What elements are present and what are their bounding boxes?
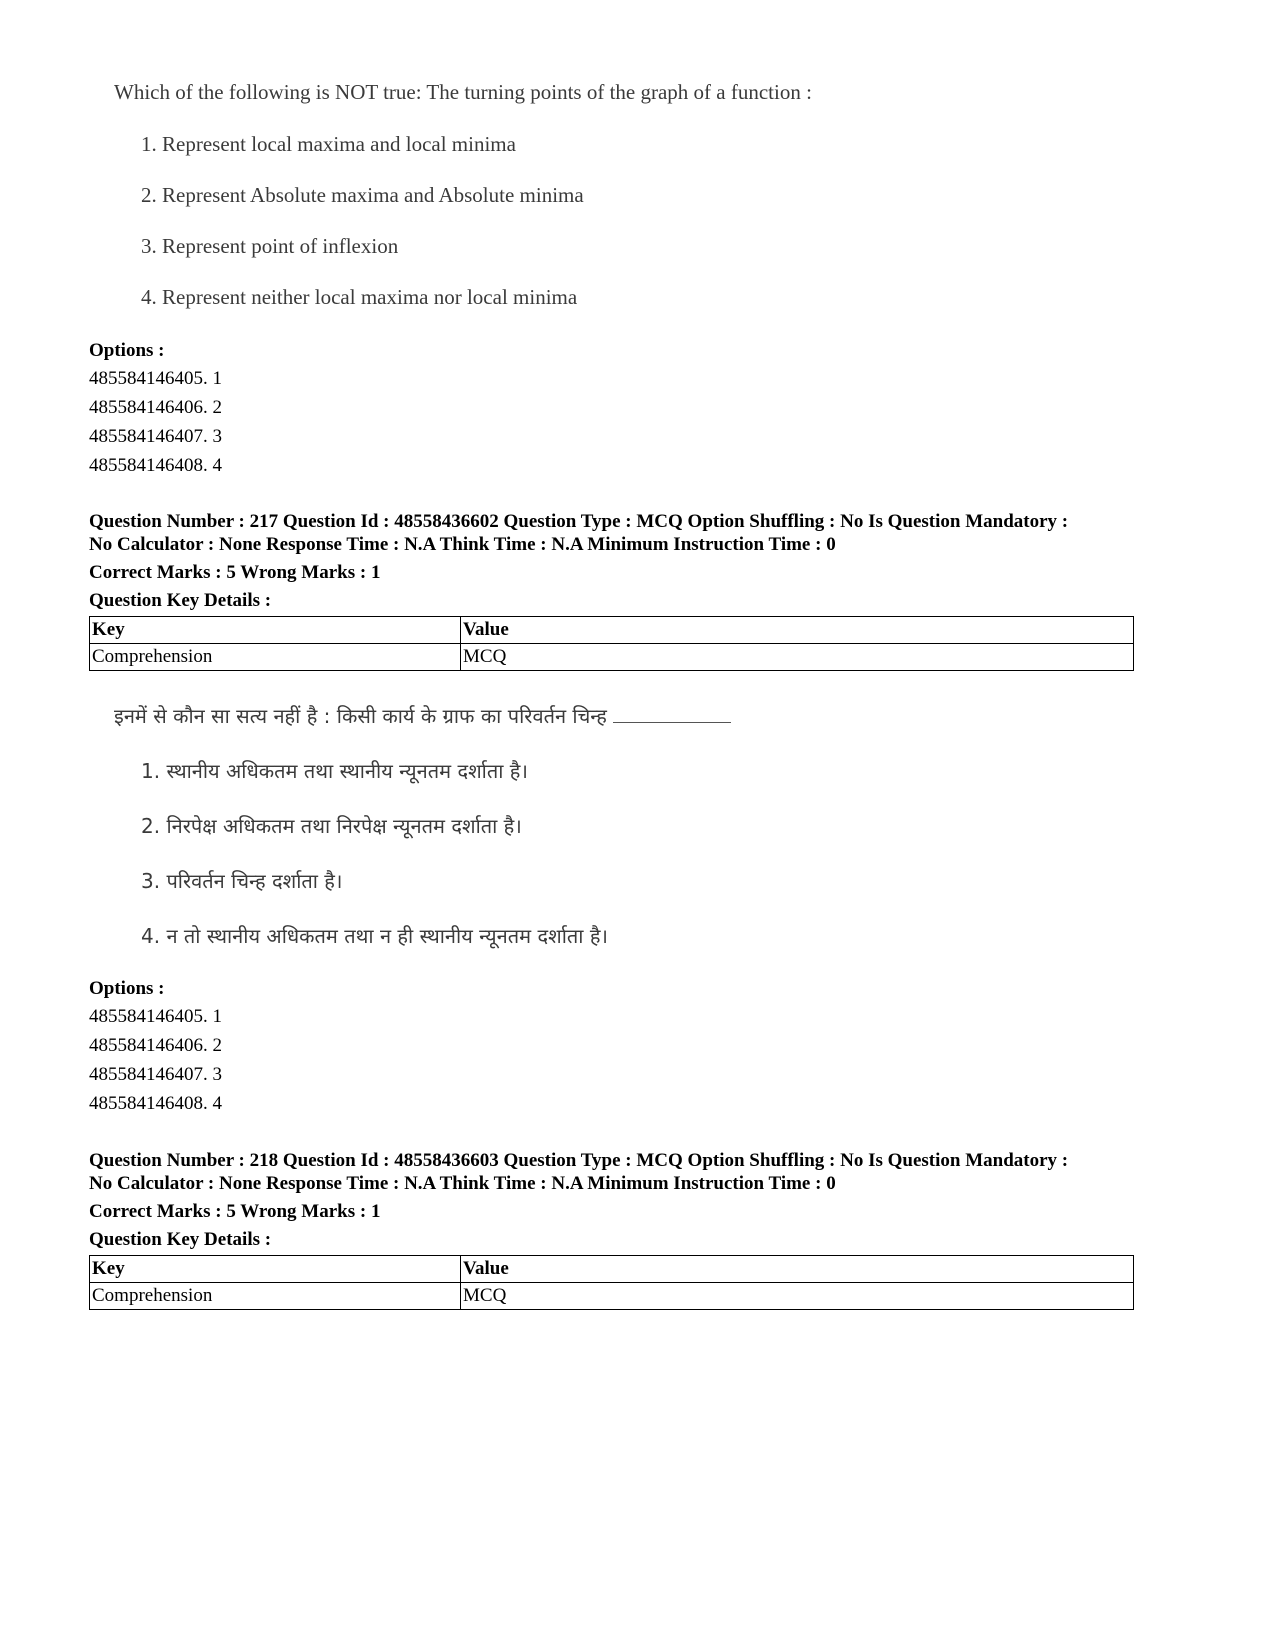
table-cell-value: MCQ bbox=[461, 644, 1134, 671]
option-item: 485584146408. 4 bbox=[89, 455, 222, 476]
option-item: 485584146406. 2 bbox=[89, 397, 222, 418]
hindi-item-1: 1. स्थानीय अधिकतम तथा स्थानीय न्यूनतम दर्शाता है। bbox=[141, 759, 529, 783]
options-list bbox=[89, 1002, 222, 1118]
table-header-key: Key bbox=[90, 617, 461, 644]
question-image-item-4: 4. Represent neither local maxima nor local minima bbox=[141, 285, 578, 309]
option-item: 485584146405. 1 bbox=[89, 1006, 222, 1027]
options-list bbox=[89, 364, 222, 480]
table-row bbox=[90, 644, 1134, 671]
question-meta-line-1: Question Number : 218 Question Id : 48558436603 Question Type : MCQ Option Shuffling : No Is Question Mandatory : bbox=[89, 1150, 1069, 1171]
table-header-row bbox=[90, 617, 1134, 644]
option-item: 485584146408. 4 bbox=[89, 1093, 222, 1114]
question-image-stem: Which of the following is NOT true: The turning points of the graph of a function : bbox=[114, 80, 812, 104]
question-meta-line-2: No Calculator : None Response Time : N.A Think Time : N.A Minimum Instruction Time : 0 bbox=[89, 1173, 836, 1194]
question-key-table bbox=[89, 1255, 1134, 1310]
hindi-item-4: 4. न तो स्थानीय अधिकतम तथा न ही स्थानीय न्यूनतम दर्शाता है। bbox=[141, 924, 609, 948]
question-marks: Correct Marks : 5 Wrong Marks : 1 bbox=[89, 562, 381, 583]
question-image-item-3: 3. Represent point of inflexion bbox=[141, 234, 399, 258]
hindi-question-stem-text: इनमें से कौन सा सत्य नहीं है : किसी कार्य के ग्राफ का परिवर्तन चिन्ह bbox=[114, 704, 607, 728]
question-key-details-label: Question Key Details : bbox=[89, 1229, 272, 1250]
table-header-value: Value bbox=[461, 617, 1134, 644]
table-row bbox=[90, 1283, 1134, 1310]
table-header-key: Key bbox=[90, 1256, 461, 1283]
options-heading: Options : bbox=[89, 978, 165, 999]
table-cell-value: MCQ bbox=[461, 1283, 1134, 1310]
option-item: 485584146406. 2 bbox=[89, 1035, 222, 1056]
question-meta-line-2: No Calculator : None Response Time : N.A Think Time : N.A Minimum Instruction Time : 0 bbox=[89, 534, 836, 555]
option-item: 485584146407. 3 bbox=[89, 426, 222, 447]
question-image-item-2: 2. Represent Absolute maxima and Absolute minima bbox=[141, 183, 584, 207]
hindi-item-3: 3. परिवर्तन चिन्ह दर्शाता है। bbox=[141, 869, 343, 893]
question-key-table bbox=[89, 616, 1134, 671]
question-marks: Correct Marks : 5 Wrong Marks : 1 bbox=[89, 1201, 381, 1222]
table-cell-key: Comprehension bbox=[90, 1283, 461, 1310]
question-meta-line-1: Question Number : 217 Question Id : 48558436602 Question Type : MCQ Option Shuffling : No Is Question Mandatory : bbox=[89, 511, 1069, 532]
hindi-item-2: 2. निरपेक्ष अधिकतम तथा निरपेक्ष न्यूनतम दर्शाता है। bbox=[141, 814, 522, 838]
question-key-details-label: Question Key Details : bbox=[89, 590, 272, 611]
option-item: 485584146405. 1 bbox=[89, 368, 222, 389]
options-heading: Options : bbox=[89, 340, 165, 361]
table-header-row bbox=[90, 1256, 1134, 1283]
option-item: 485584146407. 3 bbox=[89, 1064, 222, 1085]
hindi-question-stem bbox=[114, 702, 731, 729]
question-image-item-1: 1. Represent local maxima and local minima bbox=[141, 132, 516, 156]
table-header-value: Value bbox=[461, 1256, 1134, 1283]
table-cell-key: Comprehension bbox=[90, 644, 461, 671]
answer-blank bbox=[613, 721, 731, 723]
